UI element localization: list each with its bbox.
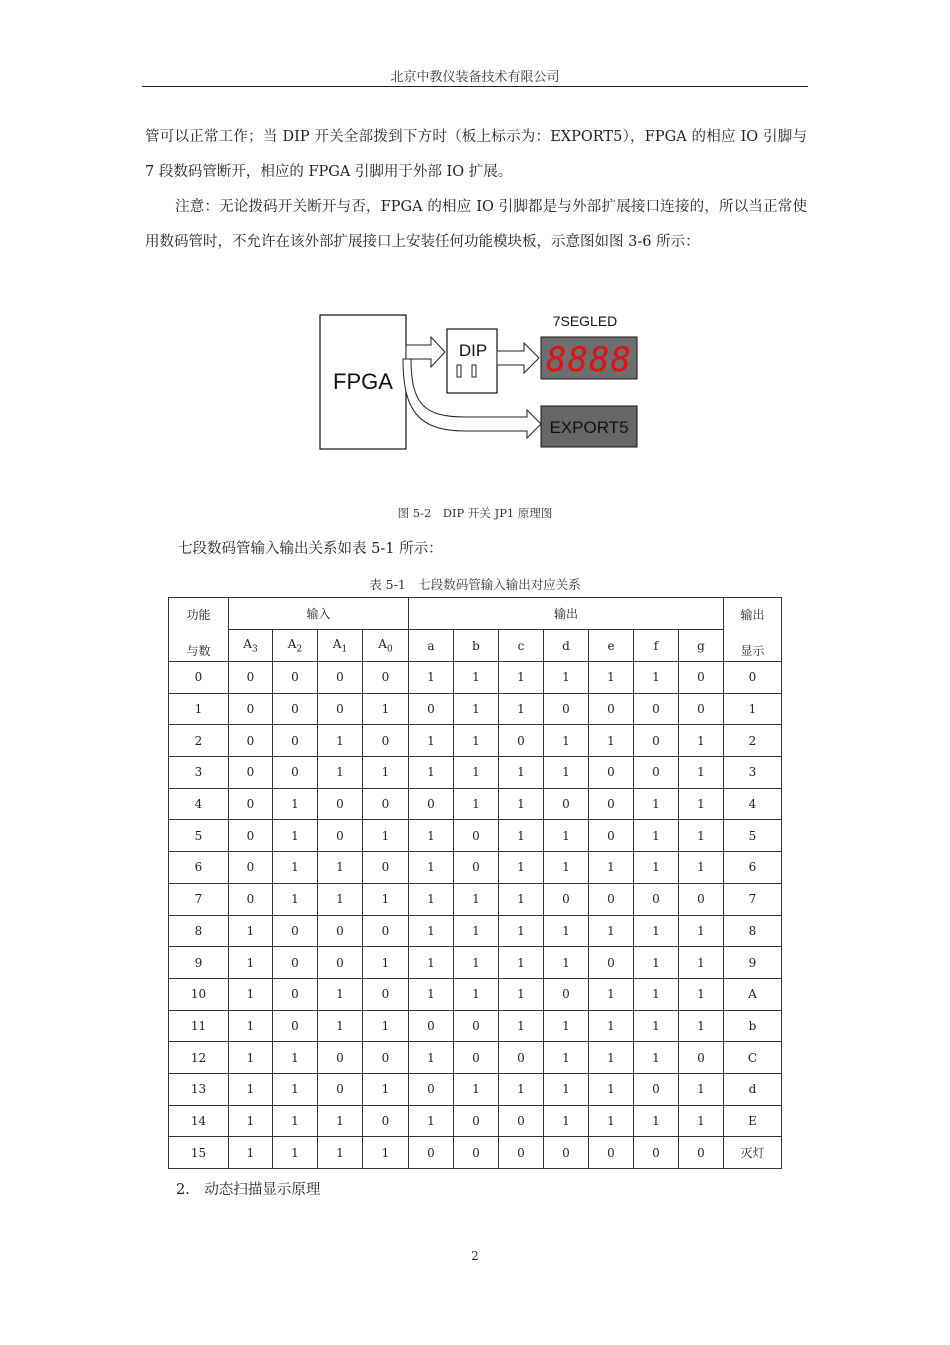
paragraph-2: 注意：无论拨码开关断开与否，FPGA 的相应 IO 引脚都是与外部扩展接口连接的，所以当正常使用数码管时，不允许在该外部扩展接口上安装任何功能模块板，示意图如图 3-6 所示： [145, 199, 807, 250]
table-cell: 8 [724, 915, 782, 947]
table-cell: 2 [169, 725, 229, 757]
table-cell: 0 [229, 757, 273, 789]
table-cell: 1 [544, 1073, 589, 1105]
table-cell: 1 [273, 1105, 318, 1137]
table-cell: 0 [273, 915, 318, 947]
page-number: 2 [471, 1249, 479, 1263]
table-cell: 1 [409, 978, 454, 1010]
table-cell: 5 [169, 820, 229, 852]
table-cell: 1 [679, 947, 724, 979]
table-row [169, 693, 782, 725]
header-seg-a: a [409, 630, 454, 662]
table-cell: 1 [409, 662, 454, 694]
table-cell: 1 [273, 788, 318, 820]
table-cell: 0 [634, 1137, 679, 1169]
header-display-top: 输出 [740, 607, 765, 622]
table-cell: 0 [679, 883, 724, 915]
table-intro: 七段数码管输入输出关系如表 5-1 所示： [178, 541, 443, 557]
table-cell: 1 [544, 662, 589, 694]
table-cell: 1 [499, 947, 544, 979]
table-cell: 1 [409, 852, 454, 884]
table-cell: 1 [679, 852, 724, 884]
table-cell: 1 [499, 693, 544, 725]
section-heading: 2. 动态扫描显示原理 [176, 1182, 321, 1198]
arrow-fpga-to-dip [406, 337, 445, 367]
table-cell: 0 [273, 757, 318, 789]
table-cell: 0 [273, 1010, 318, 1042]
table-cell: 1 [499, 1073, 544, 1105]
table-cell: 1 [363, 820, 409, 852]
table-cell: 12 [169, 1042, 229, 1074]
table-cell: 4 [169, 788, 229, 820]
table-cell: 1 [318, 757, 363, 789]
table-cell: 1 [544, 947, 589, 979]
table-header-row-2 [169, 630, 782, 662]
table-cell: 1 [544, 757, 589, 789]
table-cell: 10 [169, 978, 229, 1010]
table-cell: 1 [363, 883, 409, 915]
dip-label: DIP [458, 341, 488, 360]
table-cell: 1 [363, 757, 409, 789]
table-cell: 0 [363, 978, 409, 1010]
table-cell: 0 [454, 852, 499, 884]
header-func-bottom: 与数 [186, 643, 211, 658]
export5-label: EXPORT5 [549, 418, 629, 437]
dip-switch-2 [472, 365, 476, 377]
table-cell: 1 [634, 1105, 679, 1137]
table-cell: 1 [544, 1010, 589, 1042]
table-cell: 1 [544, 725, 589, 757]
table-cell: 0 [229, 820, 273, 852]
header-seg-b: b [454, 630, 499, 662]
table-cell: 1 [454, 978, 499, 1010]
table-cell: 0 [634, 757, 679, 789]
table-cell: 14 [169, 1105, 229, 1137]
table-cell: 0 [589, 693, 634, 725]
table-cell: 1 [634, 662, 679, 694]
table-cell: 0 [229, 788, 273, 820]
table-cell: 0 [273, 662, 318, 694]
table-cell: 1 [409, 725, 454, 757]
table-cell: 1 [229, 915, 273, 947]
table-cell: 1 [589, 1105, 634, 1137]
table-cell: 1 [679, 820, 724, 852]
dip-block [447, 329, 497, 393]
table-cell: 6 [169, 852, 229, 884]
table-cell: 0 [318, 662, 363, 694]
table-cell: 0 [454, 1137, 499, 1169]
table-cell: 0 [634, 883, 679, 915]
table-cell: 0 [679, 1042, 724, 1074]
table-cell: 1 [679, 915, 724, 947]
table-cell: 1 [589, 662, 634, 694]
table-cell: 1 [499, 1010, 544, 1042]
table-cell: 0 [318, 947, 363, 979]
table-cell: 0 [634, 1073, 679, 1105]
table-row [169, 947, 782, 979]
table-cell: 11 [169, 1010, 229, 1042]
table-cell: 1 [679, 978, 724, 1010]
table-cell: 1 [409, 883, 454, 915]
dip-switch-diagram [315, 305, 645, 455]
table-cell: 1 [589, 725, 634, 757]
table-cell: 1 [318, 1010, 363, 1042]
table-cell: 1 [229, 947, 273, 979]
table-cell: 1 [318, 852, 363, 884]
table-row [169, 757, 782, 789]
table-cell: 0 [724, 662, 782, 694]
table-cell: 8 [169, 915, 229, 947]
table-cell: 9 [169, 947, 229, 979]
table-cell: 0 [544, 693, 589, 725]
table-cell: 0 [634, 725, 679, 757]
header-display-bottom: 显示 [740, 643, 765, 658]
table-cell: 1 [409, 757, 454, 789]
table-cell: 1 [679, 1073, 724, 1105]
table-cell: 1 [409, 1105, 454, 1137]
truth-table-body [169, 662, 782, 1169]
table-cell: 1 [589, 1042, 634, 1074]
table-row [169, 883, 782, 915]
truth-table [168, 597, 782, 1169]
table-cell: d [724, 1073, 782, 1105]
table-cell: 0 [363, 788, 409, 820]
table-cell: 0 [589, 788, 634, 820]
table-cell: 3 [169, 757, 229, 789]
table-cell: 0 [318, 820, 363, 852]
table-cell: 0 [229, 725, 273, 757]
table-cell: 0 [229, 693, 273, 725]
table-cell: b [724, 1010, 782, 1042]
table-cell: 1 [363, 1073, 409, 1105]
table-cell: 1 [363, 947, 409, 979]
table-cell: 1 [409, 915, 454, 947]
table-cell: 1 [589, 1073, 634, 1105]
table-cell: 1 [273, 852, 318, 884]
table-cell: 1 [273, 883, 318, 915]
header-seg-f: f [634, 630, 679, 662]
table-cell: 0 [454, 1042, 499, 1074]
table-cell: 0 [169, 662, 229, 694]
table-cell: 0 [454, 1010, 499, 1042]
table-row [169, 852, 782, 884]
table-cell: 0 [363, 915, 409, 947]
header-input: 输入 [229, 598, 409, 630]
table-cell: 1 [273, 1137, 318, 1169]
table-cell: 1 [499, 820, 544, 852]
table-cell: 1 [363, 1010, 409, 1042]
table-cell: 1 [544, 852, 589, 884]
table-cell: 1 [634, 947, 679, 979]
table-cell: 1 [634, 820, 679, 852]
table-cell: 1 [499, 915, 544, 947]
header-seg-c: c [499, 630, 544, 662]
table-cell: 6 [724, 852, 782, 884]
table-row [169, 1042, 782, 1074]
table-cell: 1 [363, 693, 409, 725]
table-cell: 1 [544, 1042, 589, 1074]
header-a2: $A_2$ [273, 630, 318, 662]
table-cell: 1 [273, 820, 318, 852]
table-cell: 0 [229, 883, 273, 915]
table-cell: 0 [544, 978, 589, 1010]
fpga-label: FPGA [333, 369, 393, 394]
table-cell: 0 [318, 693, 363, 725]
table-cell: 1 [589, 1010, 634, 1042]
table-cell: 0 [318, 1042, 363, 1074]
table-cell: 1 [589, 978, 634, 1010]
header-seg-g: g [679, 630, 724, 662]
table-cell: 0 [679, 662, 724, 694]
table-row [169, 1073, 782, 1105]
table-cell: 0 [273, 725, 318, 757]
header-func-top: 功能 [186, 607, 211, 622]
table-cell: 1 [454, 788, 499, 820]
table-cell: 1 [499, 978, 544, 1010]
table-cell: 1 [454, 757, 499, 789]
table-cell: 1 [454, 883, 499, 915]
table-cell: 1 [318, 725, 363, 757]
table-cell: 1 [724, 693, 782, 725]
paragraph-1: 管可以正常工作；当 DIP 开关全部拨到下方时（板上标示为：EXPORT5），FPGA 的相应 IO 引脚与 7 段数码管断开，相应的 FPGA 引脚用于外部 IO 扩展。 [145, 129, 807, 180]
table-cell: 1 [318, 978, 363, 1010]
table-cell: 0 [273, 693, 318, 725]
table-cell: 1 [634, 788, 679, 820]
table-cell: A [724, 978, 782, 1010]
table-cell: 1 [454, 1073, 499, 1105]
table-cell: 1 [679, 1105, 724, 1137]
table-cell: 1 [454, 947, 499, 979]
table-cell: 0 [409, 1010, 454, 1042]
table-cell: 1 [499, 852, 544, 884]
table-cell: 0 [409, 1137, 454, 1169]
table-cell: 1 [544, 1105, 589, 1137]
table-cell: 1 [229, 1105, 273, 1137]
table-header-row-1 [169, 598, 782, 630]
table-cell: 0 [544, 883, 589, 915]
table-cell: 0 [318, 1073, 363, 1105]
table-cell: 0 [499, 1137, 544, 1169]
table-cell: 1 [229, 1042, 273, 1074]
table-cell: 0 [589, 1137, 634, 1169]
table-cell: 1 [409, 820, 454, 852]
table-row [169, 915, 782, 947]
header-output: 输出 [409, 598, 724, 630]
table-row [169, 725, 782, 757]
table-cell: 1 [589, 852, 634, 884]
table-cell: 1 [679, 757, 724, 789]
table-cell: 0 [589, 883, 634, 915]
table-cell: 7 [169, 883, 229, 915]
table-cell: 1 [634, 915, 679, 947]
table-cell: 1 [229, 978, 273, 1010]
table-cell: 0 [454, 1105, 499, 1137]
table-cell: 1 [454, 662, 499, 694]
table-cell: 0 [454, 820, 499, 852]
table-cell: 0 [229, 852, 273, 884]
seven-seg-digits: 8888 [546, 340, 632, 380]
table-cell: 1 [454, 915, 499, 947]
table-cell: 0 [273, 947, 318, 979]
table-row [169, 662, 782, 694]
table-cell: 0 [409, 693, 454, 725]
table-cell: 0 [634, 693, 679, 725]
header-rule [142, 86, 808, 87]
header-seg-d: d [544, 630, 589, 662]
table-cell: 1 [229, 1073, 273, 1105]
table-cell: 15 [169, 1137, 229, 1169]
table-cell: 0 [318, 788, 363, 820]
table-cell: 3 [724, 757, 782, 789]
table-cell: 5 [724, 820, 782, 852]
header-a0: $A_0$ [363, 630, 409, 662]
table-cell: 1 [634, 978, 679, 1010]
table-cell: 0 [499, 1105, 544, 1137]
table-row [169, 1010, 782, 1042]
table-cell: 0 [363, 852, 409, 884]
table-cell: 0 [499, 1042, 544, 1074]
table-cell: 9 [724, 947, 782, 979]
header-a3: $A_3$ [229, 630, 273, 662]
table-cell: 0 [544, 788, 589, 820]
table-cell: 1 [169, 693, 229, 725]
header-seg-e: e [589, 630, 634, 662]
table-cell: 0 [409, 788, 454, 820]
table-row [169, 1105, 782, 1137]
header-func-cell [169, 598, 229, 662]
table-cell: 1 [499, 757, 544, 789]
table-row [169, 978, 782, 1010]
table-cell: 1 [318, 1105, 363, 1137]
table-cell: 1 [544, 820, 589, 852]
table-cell: 1 [499, 788, 544, 820]
table-cell: 0 [229, 662, 273, 694]
table-cell: 1 [318, 883, 363, 915]
table-cell: 1 [409, 947, 454, 979]
table-cell: 0 [589, 757, 634, 789]
table-cell: 0 [363, 725, 409, 757]
dip-switch-1 [457, 365, 461, 377]
table-cell: C [724, 1042, 782, 1074]
header-a1: $A_1$ [318, 630, 363, 662]
table-cell: 1 [363, 1137, 409, 1169]
table-cell: 0 [589, 947, 634, 979]
table-row [169, 820, 782, 852]
seg-title: 7SEGLED [552, 313, 618, 329]
table-cell: 1 [634, 1042, 679, 1074]
table-cell: 1 [273, 1073, 318, 1105]
table-cell: 1 [499, 883, 544, 915]
table-cell: 13 [169, 1073, 229, 1105]
table-cell: 4 [724, 788, 782, 820]
table-cell: 0 [409, 1073, 454, 1105]
table-row [169, 788, 782, 820]
table-cell: 2 [724, 725, 782, 757]
table-cell: 1 [634, 852, 679, 884]
table-cell: 0 [273, 978, 318, 1010]
table-cell: 1 [679, 788, 724, 820]
table-cell: 0 [589, 820, 634, 852]
table-cell: 1 [229, 1137, 273, 1169]
table-cell: 1 [679, 725, 724, 757]
table-cell: 1 [544, 915, 589, 947]
table-cell: 0 [363, 1042, 409, 1074]
table-cell: 0 [679, 1137, 724, 1169]
table-cell: 灭灯 [724, 1137, 782, 1169]
table-row [169, 1137, 782, 1169]
table-cell: 0 [499, 725, 544, 757]
table-cell: 0 [544, 1137, 589, 1169]
table-cell: 1 [318, 1137, 363, 1169]
table-cell: 1 [634, 1010, 679, 1042]
table-cell: 1 [454, 725, 499, 757]
table-cell: 0 [363, 662, 409, 694]
table-cell: 7 [724, 883, 782, 915]
figure-caption: 图 5-2 DIP 开关 JP1 原理图 [397, 506, 553, 520]
arrow-dip-to-seg [497, 343, 539, 373]
table-cell: 0 [363, 1105, 409, 1137]
table-cell: E [724, 1105, 782, 1137]
table-cell: 1 [229, 1010, 273, 1042]
table-cell: 1 [679, 1010, 724, 1042]
table-cell: 1 [409, 1042, 454, 1074]
table-caption: 表 5-1 七段数码管输入输出对应关系 [369, 577, 581, 592]
header-display-cell [724, 598, 782, 662]
page-header: 北京中教仪装备技术有限公司 [390, 70, 560, 85]
table-cell: 1 [499, 662, 544, 694]
table-cell: 1 [589, 915, 634, 947]
table-cell: 1 [454, 693, 499, 725]
table-cell: 0 [679, 693, 724, 725]
table-cell: 0 [318, 915, 363, 947]
table-cell: 1 [273, 1042, 318, 1074]
